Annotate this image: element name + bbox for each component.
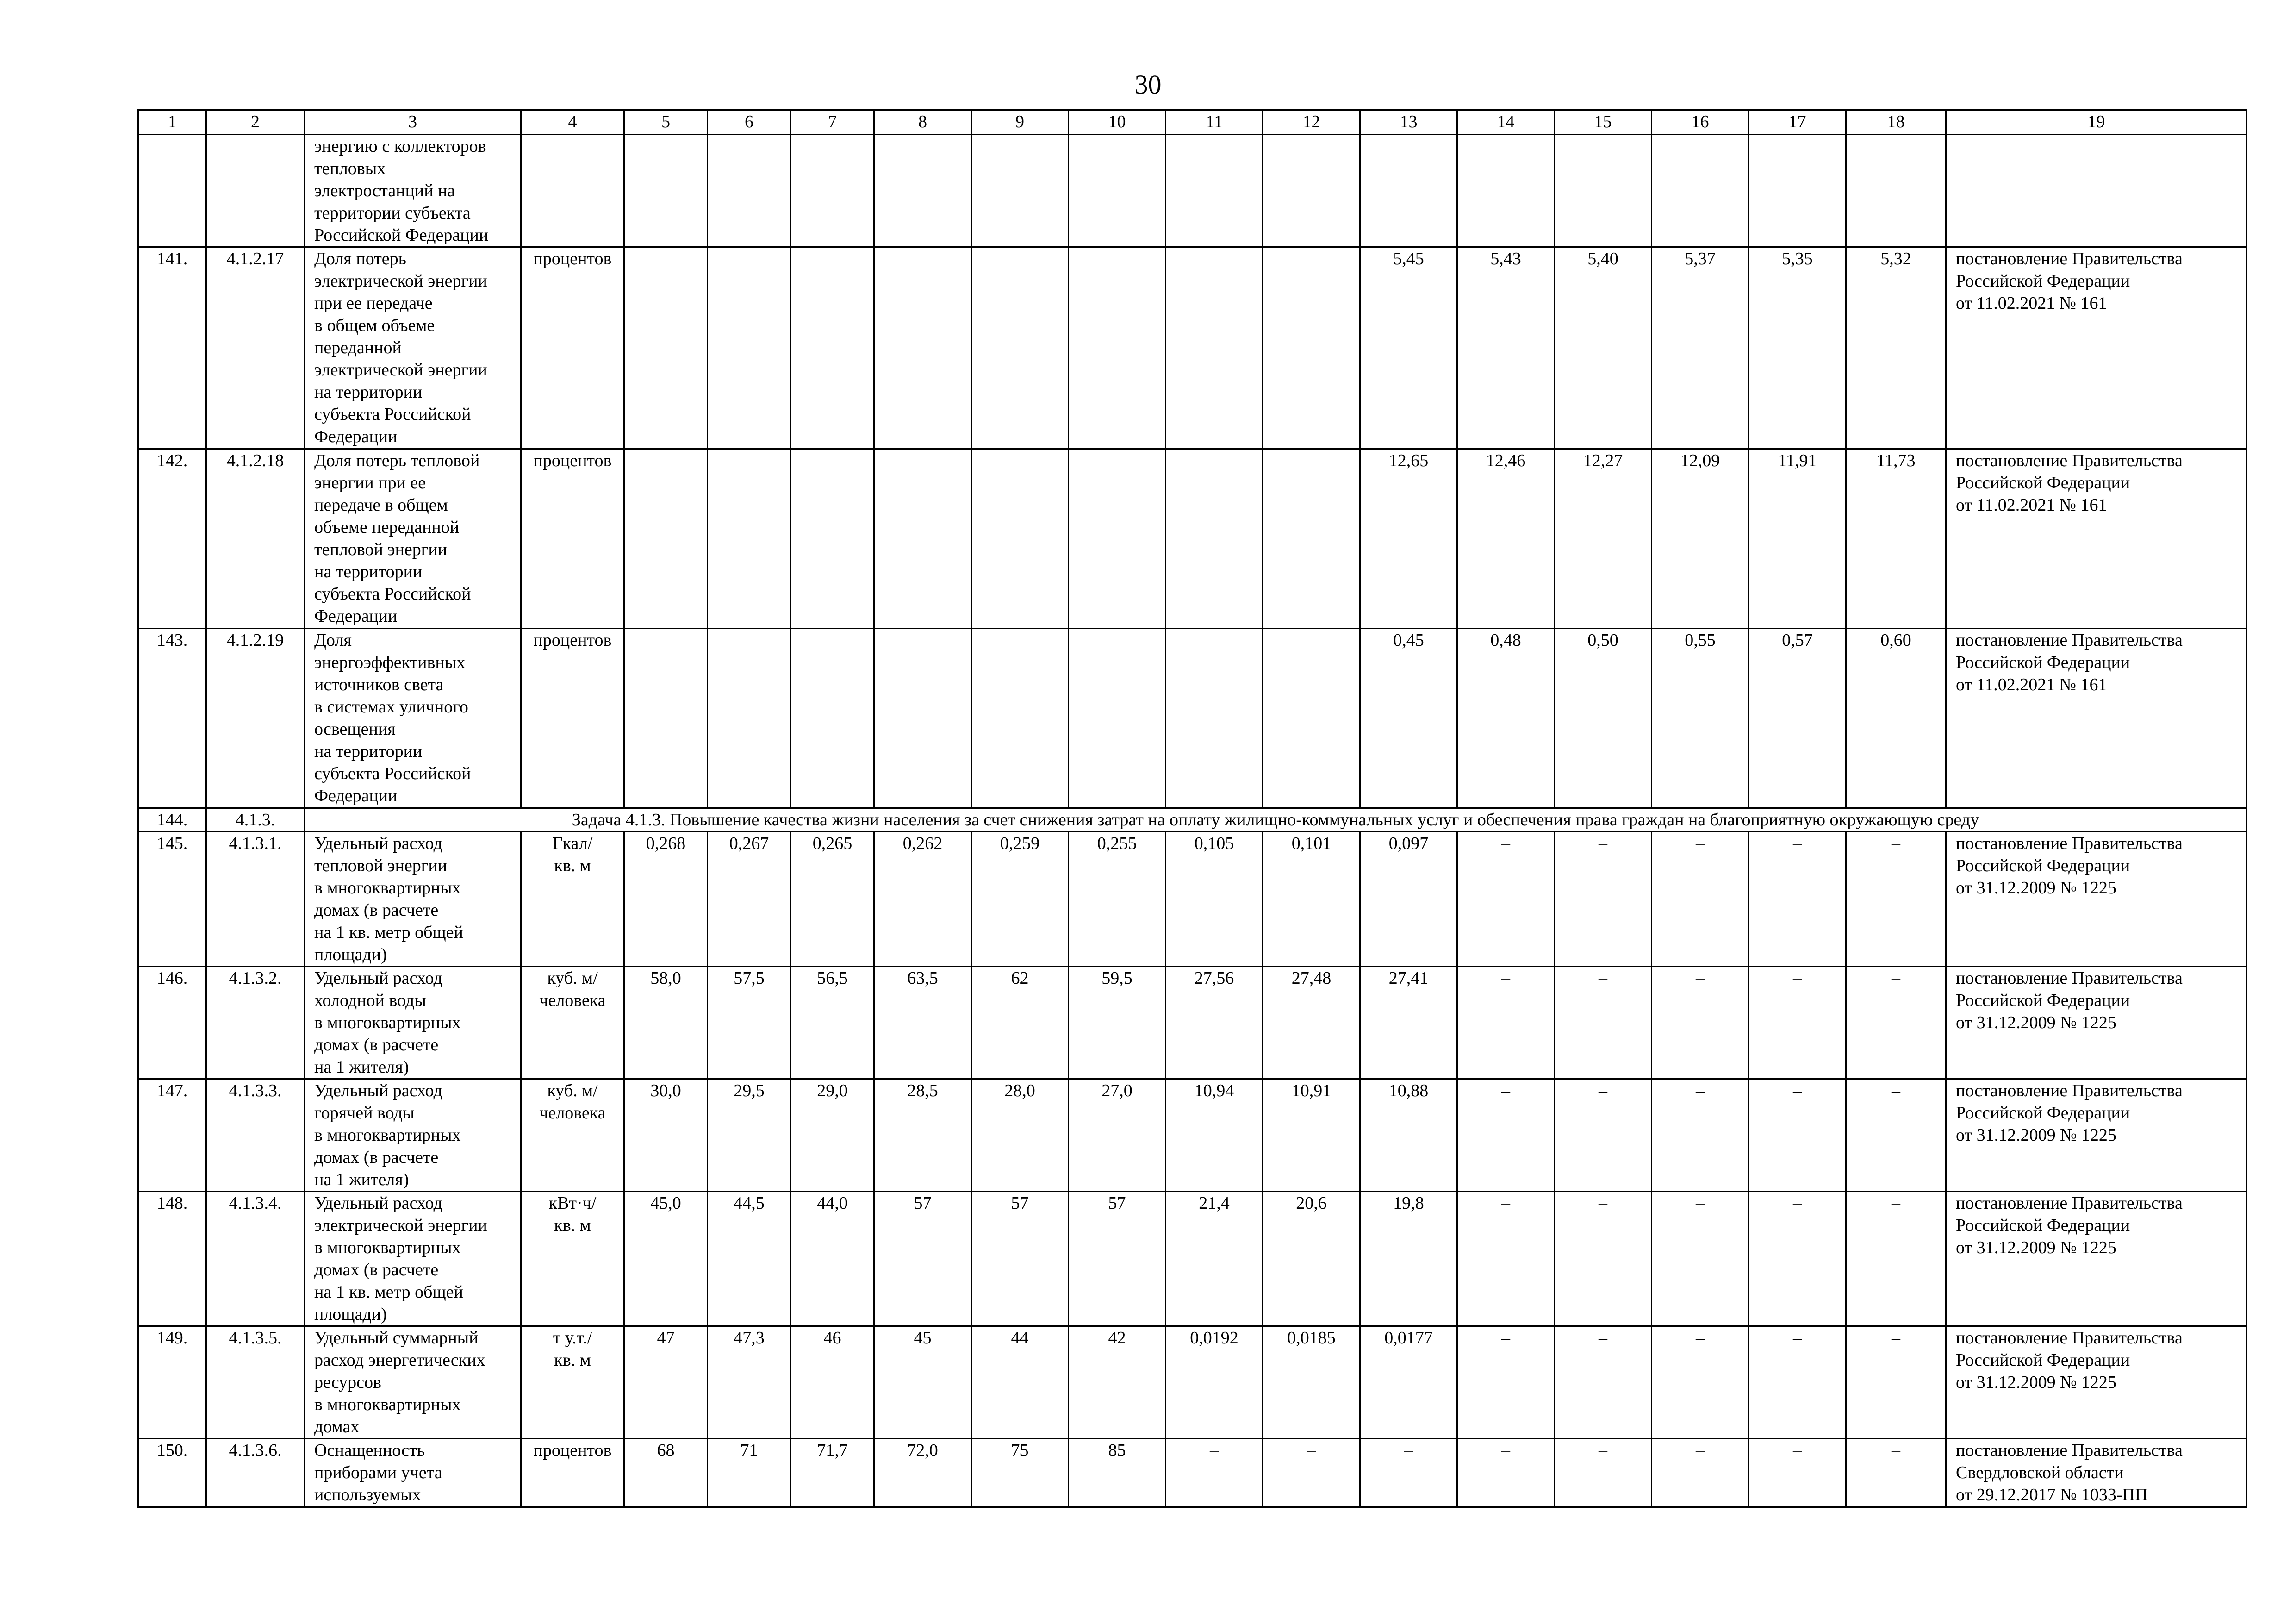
header-cell-17: 17 (1749, 110, 1846, 135)
value-cell: – (1457, 832, 1555, 967)
value-cell: 12,65 (1360, 449, 1457, 629)
value-cell (1166, 247, 1263, 449)
value-cell: – (1555, 1326, 1652, 1439)
source-document: постановление Правительства Российской Федерации от 31.12.2009 № 1225 (1946, 1326, 2247, 1439)
table-row (138, 967, 2247, 1079)
value-cell: – (1555, 1079, 1652, 1192)
value-cell: 11,73 (1846, 449, 1946, 629)
value-cell: 0,265 (791, 832, 874, 967)
value-cell: 42 (1069, 1326, 1166, 1439)
row-code: 4.1.3.1. (206, 832, 305, 967)
value-cell: 0,0177 (1360, 1326, 1457, 1439)
value-cell: 0,105 (1166, 832, 1263, 967)
table-row (138, 449, 2247, 629)
row-number: 141. (138, 247, 206, 449)
value-cell (624, 449, 708, 629)
header-cell-7: 7 (791, 110, 874, 135)
value-cell: 10,88 (1360, 1079, 1457, 1192)
row-number: 143. (138, 629, 206, 808)
row-number: 148. (138, 1192, 206, 1326)
source-document: постановление Правительства Российской Федерации от 31.12.2009 № 1225 (1946, 967, 2247, 1079)
unit: Гкал/ кв. м (521, 832, 624, 967)
value-cell (1263, 629, 1360, 808)
value-cell: 58,0 (624, 967, 708, 1079)
value-cell: – (1846, 1439, 1946, 1507)
value-cell: 85 (1069, 1439, 1166, 1507)
value-cell: 44 (971, 1326, 1069, 1439)
value-cell (1069, 629, 1166, 808)
value-cell: 5,43 (1457, 247, 1555, 449)
unit: куб. м/ человека (521, 967, 624, 1079)
value-cell: – (1652, 1079, 1749, 1192)
value-cell: – (1652, 832, 1749, 967)
value-cell: 47,3 (708, 1326, 791, 1439)
value-cell (1166, 629, 1263, 808)
value-cell: – (1749, 1439, 1846, 1507)
row-number: 150. (138, 1439, 206, 1507)
value-cell: 28,5 (874, 1079, 971, 1192)
indicator-name: Удельный суммарный расход энергетических ресурсов в многоквартирных домах (305, 1326, 521, 1439)
value-cell: 57 (971, 1192, 1069, 1326)
header-cell-13: 13 (1360, 110, 1457, 135)
value-cell: 59,5 (1069, 967, 1166, 1079)
table-row (138, 1326, 2247, 1439)
value-cell: – (1846, 1192, 1946, 1326)
cell-indicator-name (305, 135, 521, 247)
row-code: 4.1.2.17 (206, 247, 305, 449)
row-number: 149. (138, 1326, 206, 1439)
indicator-name: Доля энергоэффективных источников света в системах уличного освещения на территории субъекта Российской Федерации (305, 629, 521, 808)
value-cell: 12,46 (1457, 449, 1555, 629)
value-cell (708, 629, 791, 808)
header-cell-11: 11 (1166, 110, 1263, 135)
row-code: 4.1.2.18 (206, 449, 305, 629)
value-cell: 0,50 (1555, 629, 1652, 808)
value-cell: 5,32 (1846, 247, 1946, 449)
value-cell: 45 (874, 1326, 971, 1439)
unit: процентов (521, 629, 624, 808)
value-cell: 11,91 (1749, 449, 1846, 629)
value-cell: 0,101 (1263, 832, 1360, 967)
value-cell: – (1846, 1079, 1946, 1192)
value-cell: 27,48 (1263, 967, 1360, 1079)
value-cell: 47 (624, 1326, 708, 1439)
value-cell: – (1457, 1192, 1555, 1326)
value-cell: – (1555, 1192, 1652, 1326)
header-cell-2: 2 (206, 110, 305, 135)
value-cell (624, 247, 708, 449)
value-cell (791, 449, 874, 629)
value-cell: – (1457, 967, 1555, 1079)
row-code: 4.1.3.5. (206, 1326, 305, 1439)
source-document: постановление Правительства Российской Федерации от 31.12.2009 № 1225 (1946, 1192, 2247, 1326)
value-cell: – (1555, 832, 1652, 967)
task-title: Задача 4.1.3. Повышение качества жизни населения за счет снижения затрат на оплату жилищно-коммунальных услуг и обеспечения права граждан на благоприятную окружающую среду (305, 808, 2247, 832)
value-cell (1263, 449, 1360, 629)
row-code: 4.1.3. (206, 808, 305, 832)
row-number: 144. (138, 808, 206, 832)
value-cell: 30,0 (624, 1079, 708, 1192)
value-cell: – (1555, 967, 1652, 1079)
value-cell: – (1749, 1326, 1846, 1439)
header-cell-6: 6 (708, 110, 791, 135)
row-code: 4.1.3.6. (206, 1439, 305, 1507)
value-cell: 72,0 (874, 1439, 971, 1507)
value-cell: 0,48 (1457, 629, 1555, 808)
value-cell: – (1652, 1192, 1749, 1326)
value-cell: 5,37 (1652, 247, 1749, 449)
row-code: 4.1.3.4. (206, 1192, 305, 1326)
indicator-name: Удельный расход горячей воды в многоквартирных домах (в расчете на 1 жителя) (305, 1079, 521, 1192)
value-cell: – (1652, 967, 1749, 1079)
value-cell: 45,0 (624, 1192, 708, 1326)
value-cell: – (1360, 1439, 1457, 1507)
header-cell-12: 12 (1263, 110, 1360, 135)
header-cell-3: 3 (305, 110, 521, 135)
value-cell: – (1555, 1439, 1652, 1507)
value-cell (791, 629, 874, 808)
value-cell: – (1263, 1439, 1360, 1507)
page-number: 30 (1134, 69, 1162, 100)
table-row (138, 247, 2247, 449)
value-cell: 0,259 (971, 832, 1069, 967)
indicator-name: Оснащенность приборами учета используемых (305, 1439, 521, 1507)
value-cell: – (1749, 832, 1846, 967)
value-cell (1069, 247, 1166, 449)
value-cell (1263, 247, 1360, 449)
header-row (138, 110, 2247, 135)
row-code: 4.1.3.3. (206, 1079, 305, 1192)
value-cell: 57,5 (708, 967, 791, 1079)
value-cell: 44,0 (791, 1192, 874, 1326)
unit: куб. м/ человека (521, 1079, 624, 1192)
value-cell (971, 629, 1069, 808)
value-cell: – (1846, 832, 1946, 967)
value-cell: 5,40 (1555, 247, 1652, 449)
value-cell (874, 629, 971, 808)
value-cell (971, 247, 1069, 449)
row-number: 145. (138, 832, 206, 967)
indicators-table (137, 109, 2247, 1508)
cell-no (138, 135, 206, 247)
value-cell: – (1652, 1326, 1749, 1439)
value-cell: 71 (708, 1439, 791, 1507)
value-cell: 62 (971, 967, 1069, 1079)
value-cell (708, 449, 791, 629)
value-cell: 0,55 (1652, 629, 1749, 808)
header-cell-14: 14 (1457, 110, 1555, 135)
value-cell (791, 247, 874, 449)
indicator-name: Доля потерь тепловой энергии при ее передаче в общем объеме переданной тепловой энергии на территории субъекта Российской Федерации (305, 449, 521, 629)
unit: процентов (521, 449, 624, 629)
value-cell (874, 247, 971, 449)
value-cell: – (1846, 1326, 1946, 1439)
continuation-text: энергию с коллекторов тепловых электростанций на территории субъекта Российской Федерации (314, 137, 489, 245)
value-cell: 0,57 (1749, 629, 1846, 808)
indicator-name: Доля потерь электрической энергии при ее передаче в общем объеме переданной электрической энергии на территории субъекта Российской Федерации (305, 247, 521, 449)
indicator-name: Удельный расход электрической энергии в многоквартирных домах (в расчете на 1 кв. метр общей площади) (305, 1192, 521, 1326)
header-cell-5: 5 (624, 110, 708, 135)
header-cell-19: 19 (1946, 110, 2247, 135)
value-cell: – (1457, 1079, 1555, 1192)
header-cell-4: 4 (521, 110, 624, 135)
value-cell: 12,27 (1555, 449, 1652, 629)
header-cell-18: 18 (1846, 110, 1946, 135)
source-document: постановление Правительства Российской Федерации от 31.12.2009 № 1225 (1946, 832, 2247, 967)
value-cell: 0,60 (1846, 629, 1946, 808)
header-cell-16: 16 (1652, 110, 1749, 135)
row-code: 4.1.2.19 (206, 629, 305, 808)
row-number: 142. (138, 449, 206, 629)
value-cell: 0,262 (874, 832, 971, 967)
table-row (138, 832, 2247, 967)
value-cell: – (1749, 1192, 1846, 1326)
value-cell: 27,56 (1166, 967, 1263, 1079)
header-cell-15: 15 (1555, 110, 1652, 135)
value-cell (624, 629, 708, 808)
value-cell: – (1652, 1439, 1749, 1507)
header-cell-1: 1 (138, 110, 206, 135)
value-cell (971, 449, 1069, 629)
value-cell: 28,0 (971, 1079, 1069, 1192)
value-cell: 21,4 (1166, 1192, 1263, 1326)
continuation-row (138, 135, 2247, 247)
value-cell: 10,91 (1263, 1079, 1360, 1192)
value-cell: 44,5 (708, 1192, 791, 1326)
value-cell: 29,5 (708, 1079, 791, 1192)
value-cell: 0,255 (1069, 832, 1166, 967)
table-row (138, 1439, 2247, 1507)
unit: т у.т./ кв. м (521, 1326, 624, 1439)
value-cell: 0,268 (624, 832, 708, 967)
table-row (138, 1079, 2247, 1192)
unit: кВт·ч/ кв. м (521, 1192, 624, 1326)
value-cell: 57 (874, 1192, 971, 1326)
value-cell: 68 (624, 1439, 708, 1507)
value-cell (874, 449, 971, 629)
value-cell: 5,35 (1749, 247, 1846, 449)
value-cell: 46 (791, 1326, 874, 1439)
source-document: постановление Правительства Свердловской области от 29.12.2017 № 1033-ПП (1946, 1439, 2247, 1507)
unit: процентов (521, 1439, 624, 1507)
value-cell: 75 (971, 1439, 1069, 1507)
value-cell: – (1166, 1439, 1263, 1507)
value-cell: 57 (1069, 1192, 1166, 1326)
header-cell-8: 8 (874, 110, 971, 135)
value-cell: – (1749, 967, 1846, 1079)
indicator-name: Удельный расход холодной воды в многоквартирных домах (в расчете на 1 жителя) (305, 967, 521, 1079)
row-code: 4.1.3.2. (206, 967, 305, 1079)
value-cell (1166, 449, 1263, 629)
value-cell: 29,0 (791, 1079, 874, 1192)
value-cell: 19,8 (1360, 1192, 1457, 1326)
value-cell: – (1457, 1326, 1555, 1439)
value-cell: 56,5 (791, 967, 874, 1079)
value-cell: 27,41 (1360, 967, 1457, 1079)
cell-code (206, 135, 305, 247)
table-row (138, 629, 2247, 808)
source-document: постановление Правительства Российской Федерации от 31.12.2009 № 1225 (1946, 1079, 2247, 1192)
unit: процентов (521, 247, 624, 449)
header-cell-9: 9 (971, 110, 1069, 135)
table-row (138, 1192, 2247, 1326)
value-cell: 10,94 (1166, 1079, 1263, 1192)
task-row (138, 808, 2247, 832)
value-cell: 27,0 (1069, 1079, 1166, 1192)
value-cell: 71,7 (791, 1439, 874, 1507)
row-number: 147. (138, 1079, 206, 1192)
source-document: постановление Правительства Российской Федерации от 11.02.2021 № 161 (1946, 247, 2247, 449)
value-cell: 0,0192 (1166, 1326, 1263, 1439)
value-cell: 12,09 (1652, 449, 1749, 629)
row-number: 146. (138, 967, 206, 1079)
value-cell: 5,45 (1360, 247, 1457, 449)
value-cell: – (1846, 967, 1946, 1079)
value-cell: 0,0185 (1263, 1326, 1360, 1439)
source-document: постановление Правительства Российской Федерации от 11.02.2021 № 161 (1946, 449, 2247, 629)
value-cell: 0,267 (708, 832, 791, 967)
indicator-name: Удельный расход тепловой энергии в многоквартирных домах (в расчете на 1 кв. метр общей площади) (305, 832, 521, 967)
value-cell: 20,6 (1263, 1192, 1360, 1326)
value-cell: 63,5 (874, 967, 971, 1079)
source-document: постановление Правительства Российской Федерации от 11.02.2021 № 161 (1946, 629, 2247, 808)
value-cell (1069, 449, 1166, 629)
value-cell: 0,45 (1360, 629, 1457, 808)
header-cell-10: 10 (1069, 110, 1166, 135)
value-cell: 0,097 (1360, 832, 1457, 967)
value-cell: – (1749, 1079, 1846, 1192)
value-cell: – (1457, 1439, 1555, 1507)
value-cell (708, 247, 791, 449)
